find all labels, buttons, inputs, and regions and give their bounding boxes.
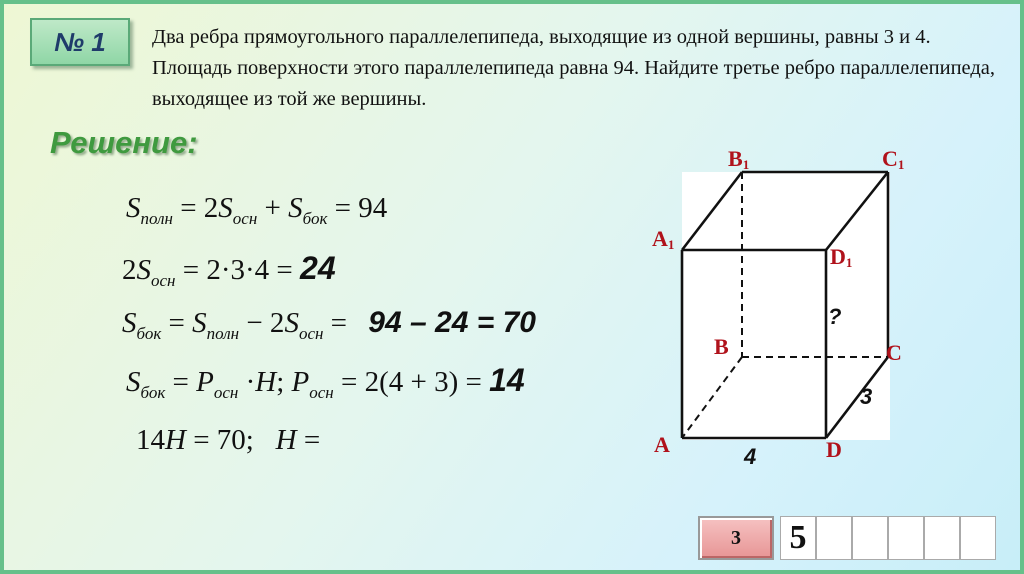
equation-height [136,424,320,457]
eq-text: 14 [136,424,165,456]
eq-symbol: S [122,307,137,339]
equation-base-area [122,250,336,291]
vertex-label-d1: D1 [830,244,853,270]
vertex-label-b: B [714,334,729,359]
equation-total-area [126,192,387,229]
answer-cell[interactable] [924,516,960,560]
eq-symbol: H [165,424,186,456]
vertex-label-c: C [886,340,902,365]
eq-subscript: полн [140,209,173,228]
eq-text: = 2·3·4 = [182,254,293,286]
vertex-label-c1: C1 [882,146,905,172]
problem-number-badge: № 1 [30,18,130,66]
cuboid-figure [644,144,914,474]
answer-cell[interactable]: 5 [780,516,816,560]
eq-symbol: H [275,424,297,456]
equation-perimeter [126,362,525,403]
vertex-label-d: D [826,437,842,462]
answer-row [698,516,996,562]
eq-subscript: осн [213,383,239,402]
eq-symbol: P [291,366,310,398]
eq-text: = [303,424,321,456]
equation-lateral-area [122,306,536,344]
eq-symbol: S [136,254,151,286]
answer-cell[interactable] [816,516,852,560]
eq-symbol: H [255,366,277,398]
eq-subscript: осн [151,271,176,290]
eq-text: = 2(4 + 3) = [340,366,482,398]
solution-heading: Решение: [50,125,198,160]
eq-symbol: S [192,307,207,339]
eq-answer: 94 – 24 = 70 [368,306,536,339]
eq-text: = 70; [193,424,254,456]
eq-text: 2 [122,254,137,286]
eq-subscript: бок [302,209,328,228]
problem-text: Два ребра прямоугольного параллелепипеда, выходящие из одной вершины, равны 3 и 4. Площадь поверхности этого параллелепипеда равна 94. Найдите третье ребро параллелепипеда, выходящее из той же вершины. [152,26,996,110]
answer-cell[interactable] [960,516,996,560]
eq-subscript: бок [140,383,166,402]
unknown-edge-label: ? [828,304,842,329]
eq-text: = 94 [334,192,388,224]
edge-length-4: 4 [744,444,757,469]
eq-answer: 14 [489,362,525,398]
eq-symbol: S [284,307,299,339]
eq-subscript: бок [136,324,162,343]
eq-symbol: P [196,366,214,398]
answer-cell[interactable] [888,516,924,560]
eq-subscript: осн [309,383,334,402]
eq-subscript: осн [298,324,324,343]
answer-cell[interactable] [852,516,888,560]
eq-symbol: S [126,192,141,224]
vertex-label-a1: A1 [652,226,675,252]
eq-text: = [330,307,348,339]
eq-text: + [264,192,281,224]
answer-label-button[interactable]: 3 [698,516,774,560]
eq-text: · [245,366,256,398]
eq-text: − 2 [246,307,285,339]
eq-symbol: S [126,366,141,398]
eq-text: = [172,366,189,398]
eq-subscript: полн [206,324,240,343]
eq-answer: 24 [300,250,336,286]
eq-subscript: осн [232,209,258,228]
eq-text: ; [276,366,285,398]
eq-symbol: S [288,192,303,224]
vertex-label-b1: B1 [728,146,750,172]
vertex-label-a: A [654,432,670,457]
eq-text: = [168,307,185,339]
edge-length-3: 3 [860,384,873,409]
figure-background [682,172,890,440]
eq-text: = 2 [180,192,219,224]
eq-symbol: S [218,192,233,224]
